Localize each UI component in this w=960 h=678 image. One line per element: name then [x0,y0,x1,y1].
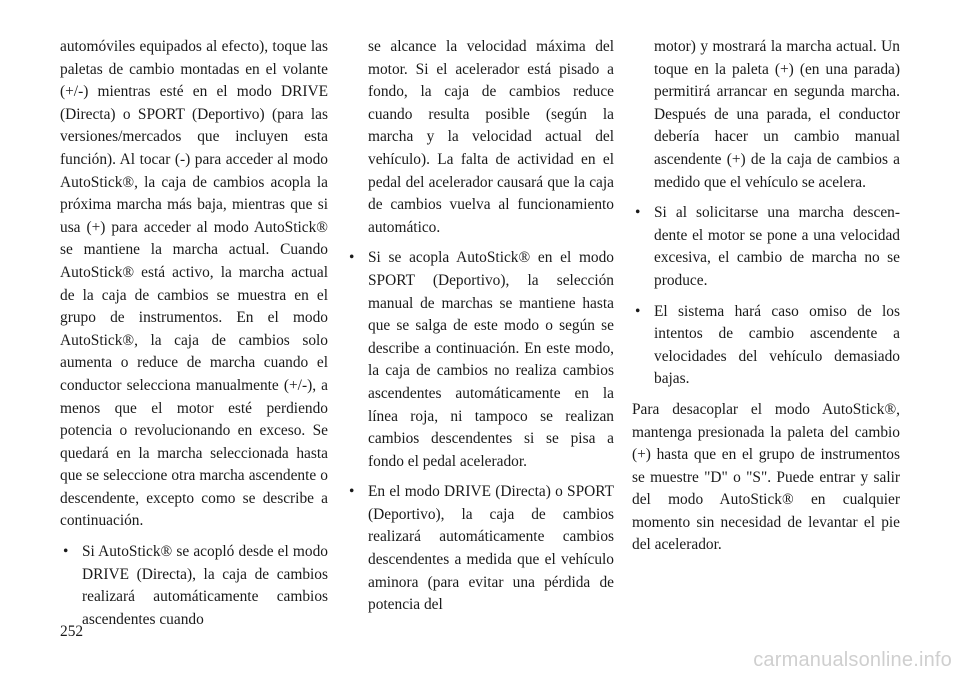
paragraph-continuation: se alcance la velocidad máxima del motor. Si el acelerador está pisado a fondo, la caja de cambios reduce cuando resulta posible (según la marcha y la velocidad actual del vehículo). La falta de actividad en el pedal del acelerador causará que la caja de cambios vuelva al funcionamiento automático. [368,38,614,236]
bullet-item [60,541,328,631]
paragraph-continuation: motor) y mostrará la marcha actual. Un toque en la paleta (+) (en una parada) permitirá arrancar en segunda marcha. Después de una parada, el conductor debería hacer un cambio manual ascendente (+) de la caja de cambios a medido que el vehículo se acelera. [654,38,900,191]
paragraph: automóviles equipados al efecto), toque las paletas de cambio montadas en el volante (+/-) mientras esté en el modo DRIVE (Directa) o SPORT (Deportivo) (para las versiones/mercados que incluyen esta función). Al tocar (-) para acceder al modo AutoStick®, la caja de cambios acopla la próxima marcha más baja, mientras que si usa (+) para acceder al modo AutoStick® se mantiene la marcha actual. Cuando AutoStick® está activo, la marcha actual de la caja de cambios se muestra en el grupo de instrumentos. En el modo AutoStick®, la caja de cambios solo aumenta o reduce de marcha cuando el conductor selecciona manualmente (+/-), a menos que el motor esté perdiendo potencia o revolucionando en exceso. Se quedará en la marcha seleccionada hasta que se seleccione otra marcha ascendente o descendente, excepto como se describe a continuación. [60,38,328,530]
bullet-glyph: • [63,543,69,561]
bullet-text: Si al solicitarse una marcha descendente el motor se pone a una velocidad excesiva, el cambio de marcha no se produce. [654,204,900,289]
bullet-text: En el modo DRIVE (Directa) o SPORT (Deportivo), la caja de cambios realizará automáticamente cambios descendentes a medida que el vehículo aminora (para evitar una pérdida de potencia del [368,483,614,614]
bullet-glyph: • [635,204,641,222]
bullet-glyph: • [349,483,355,501]
page-number: 252 [60,623,84,640]
bullet-item [346,481,614,617]
text-column-2 [346,36,614,625]
text-column-3 [632,36,900,565]
watermark: carmanualsonline.info [753,649,952,671]
paragraph: Para desacoplar el modo AutoStick®, mantenga presionada la paleta del cambio (+) hasta que en el grupo de instrumentos se muestre "D" o "S". Puede entrar y salir del modo AutoStick® en cualquier momento sin necesidad de levantar el pie del acelerador. [632,400,900,554]
bullet-glyph: • [635,302,641,320]
bullet-glyph: • [349,249,355,267]
bullet-text: Si AutoStick® se acopló desde el modo DRIVE (Directa), la caja de cambios realizará automáticamente cambios ascendentes cuando [82,543,328,628]
bullet-text: Si se acopla AutoStick® en el modo SPORT (Deportivo), la selección manual de marchas se mantiene hasta que se salga de este modo o según se describe a continuación. En este modo, la caja de cambios no realiza cambios ascendentes automáticamente en la línea roja, ni tampoco se realizan cambios descendentes si se pisa a fondo el pedal acelerador. [368,249,614,470]
bullet-item [346,247,614,473]
bullet-item [632,202,900,292]
bullet-item [632,301,900,391]
bullet-text: El sistema hará caso omiso de los intentos de cambio ascendente a velocidades del vehículo demasiado bajas. [654,302,900,388]
text-column-1 [60,36,328,639]
